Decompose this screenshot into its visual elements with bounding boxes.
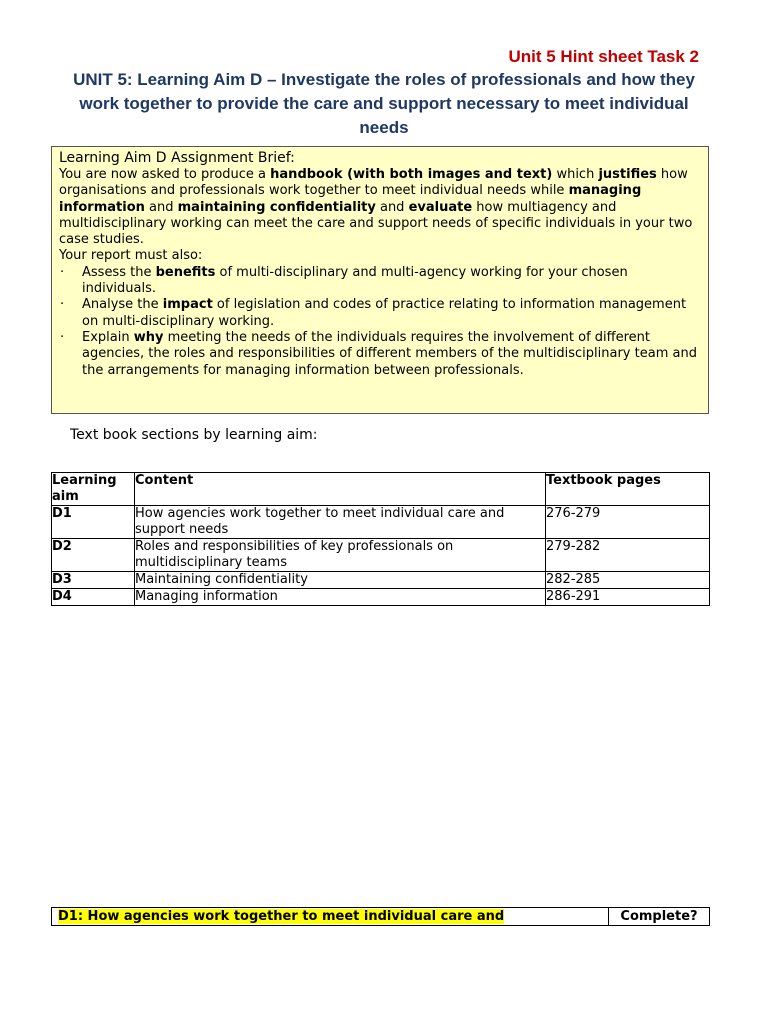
brief-text: You are now asked to produce a [59, 167, 271, 182]
textbook-sections-table [51, 472, 710, 606]
hint-sheet-title: Unit 5 Hint sheet Task 2 [508, 47, 699, 66]
d1-title: D1: How agencies work together to meet individual care and [58, 909, 505, 924]
d1-task-table [51, 907, 710, 926]
brief-paragraph [59, 167, 701, 248]
report-must-also: Your report must also: [59, 248, 203, 264]
aim-pages: 279-282 [546, 539, 710, 572]
requirement-bold: benefits [155, 264, 216, 280]
aim-pages: 282-285 [546, 572, 710, 589]
requirement-text: Assess the [82, 264, 156, 280]
aim-content: Maintaining confidentiality [135, 572, 546, 589]
table-row [52, 506, 710, 539]
requirements-list [59, 265, 701, 379]
requirement-item [59, 330, 701, 379]
requirement-text: of legislation and codes of practice relating to information management on multi-disciplinary working. [82, 297, 687, 329]
brief-text: and [144, 199, 178, 215]
aim-code: D1 [52, 506, 135, 539]
aim-pages: 286-291 [546, 589, 710, 606]
complete-header: Complete? [609, 908, 710, 926]
d1-title-cell [52, 908, 609, 926]
brief-title: Learning Aim D Assignment Brief: [59, 150, 295, 166]
requirement-bold: impact [162, 297, 213, 313]
requirement-text: Analyse the [82, 297, 163, 313]
requirement-bold: why [133, 329, 164, 345]
requirement-item [59, 265, 701, 298]
unit-heading: UNIT 5: Learning Aim D – Investigate the roles of professionals and how they work together to provide the care and support necessary to meet individual needs [73, 70, 695, 137]
brief-bold: justifies [598, 167, 657, 182]
table-row [52, 539, 710, 572]
sections-heading: Text book sections by learning aim: [70, 427, 318, 443]
bullet-icon: · [60, 329, 65, 345]
aim-code: D4 [52, 589, 135, 606]
brief-text: which [552, 167, 599, 182]
column-header-learning-aim: Learning aim [52, 473, 135, 506]
table-row [52, 589, 710, 606]
bullet-icon: · [60, 264, 65, 280]
requirement-text: Explain [82, 329, 134, 345]
column-header-pages: Textbook pages [546, 473, 710, 506]
brief-text: how multiagency and multidisciplinary working can meet the care and support needs of specific individuals in your two case studies. [59, 199, 693, 248]
brief-bold: maintaining confidentiality [177, 199, 376, 215]
requirement-item [59, 297, 701, 330]
brief-text: and [375, 199, 409, 215]
aim-content: Roles and responsibilities of key professionals on multidisciplinary teams [135, 539, 546, 572]
requirement-text: of multi-disciplinary and multi-agency working for your chosen individuals. [82, 264, 628, 297]
bullet-icon: · [60, 297, 65, 313]
aim-content: How agencies work together to meet individual care and support needs [135, 506, 546, 539]
brief-bold: managing information [59, 183, 642, 215]
aim-code: D2 [52, 539, 135, 572]
d1-header-row [52, 908, 710, 926]
column-header-content: Content [135, 473, 546, 506]
table-header-row [52, 473, 710, 506]
aim-code: D3 [52, 572, 135, 589]
aim-content: Managing information [135, 589, 546, 606]
table-row [52, 572, 710, 589]
brief-bold: handbook (with both images and text) [270, 167, 553, 182]
requirement-text: meeting the needs of the individuals requires the involvement of different agencies, the roles and responsibilities of different members of the multidisciplinary team and the arrangements for managing information between professionals. [82, 329, 697, 378]
assignment-brief-box [51, 146, 709, 414]
aim-pages: 276-279 [546, 506, 710, 539]
brief-bold: evaluate [408, 199, 473, 215]
brief-text: how organisations and professionals work together to meet individual needs while [59, 167, 688, 199]
